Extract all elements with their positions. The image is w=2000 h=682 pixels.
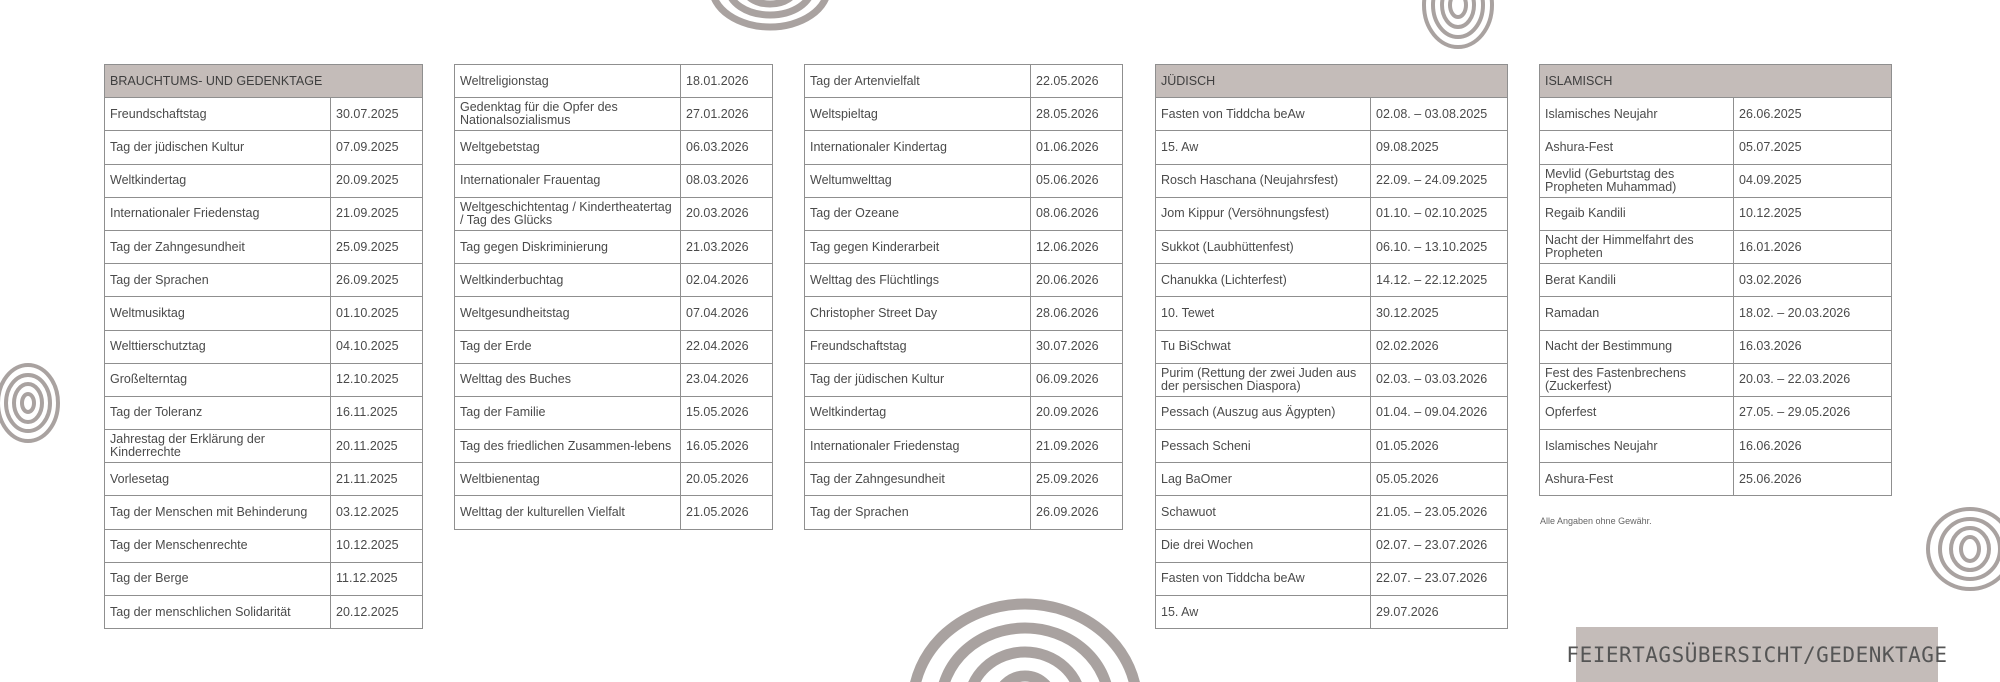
event-date-cell: 07.09.2025 bbox=[331, 131, 423, 164]
table-row bbox=[805, 297, 1123, 330]
event-name-cell: Islamisches Neujahr bbox=[1540, 430, 1734, 463]
event-date-cell: 11.12.2025 bbox=[331, 562, 423, 595]
table-header-row bbox=[1540, 65, 1892, 98]
event-date-cell: 26.09.2026 bbox=[1031, 496, 1123, 529]
event-date-cell: 03.02.2026 bbox=[1734, 264, 1892, 297]
table-row bbox=[455, 363, 773, 396]
table-row bbox=[105, 330, 423, 363]
event-date-cell: 10.12.2025 bbox=[331, 529, 423, 562]
table-row bbox=[105, 496, 423, 529]
event-name-cell: Tag der Sprachen bbox=[805, 496, 1031, 529]
event-name-cell: Weltkinderbuchtag bbox=[455, 264, 681, 297]
event-name-cell: Tag der Menschenrechte bbox=[105, 529, 331, 562]
event-name-cell: Freundschaftstag bbox=[805, 330, 1031, 363]
table-row bbox=[1156, 363, 1508, 396]
event-date-cell: 20.09.2025 bbox=[331, 164, 423, 197]
event-date-cell: 20.11.2025 bbox=[331, 430, 423, 463]
event-name-cell: Fest des Fastenbrechens (Zuckerfest) bbox=[1540, 363, 1734, 396]
table-row bbox=[1540, 463, 1892, 496]
table-row bbox=[1156, 330, 1508, 363]
event-name-cell: Welttag der kulturellen Vielfalt bbox=[455, 496, 681, 529]
event-name-cell: Chanukka (Lichterfest) bbox=[1156, 264, 1371, 297]
event-name-cell: Weltmusiktag bbox=[105, 297, 331, 330]
event-date-cell: 21.05. – 23.05.2026 bbox=[1371, 496, 1508, 529]
table-row bbox=[105, 197, 423, 230]
event-date-cell: 26.06.2025 bbox=[1734, 98, 1892, 131]
event-name-cell: Weltkindertag bbox=[805, 396, 1031, 429]
event-date-cell: 04.09.2025 bbox=[1734, 164, 1892, 197]
event-name-cell: Weltgebetstag bbox=[455, 131, 681, 164]
table-row bbox=[1156, 230, 1508, 263]
event-name-cell: Nacht der Bestimmung bbox=[1540, 330, 1734, 363]
table-header-row bbox=[1156, 65, 1508, 98]
event-date-cell: 01.06.2026 bbox=[1031, 131, 1123, 164]
event-date-cell: 01.05.2026 bbox=[1371, 430, 1508, 463]
spiral-left bbox=[0, 360, 64, 446]
event-name-cell: Welttierschutztag bbox=[105, 330, 331, 363]
table-row bbox=[1156, 430, 1508, 463]
event-date-cell: 15.05.2026 bbox=[681, 396, 773, 429]
table-row bbox=[1156, 529, 1508, 562]
event-name-cell: Regaib Kandili bbox=[1540, 197, 1734, 230]
event-date-cell: 14.12. – 22.12.2025 bbox=[1371, 264, 1508, 297]
islamisch-table bbox=[1539, 64, 1892, 496]
event-date-cell: 20.05.2026 bbox=[681, 463, 773, 496]
table-row bbox=[105, 131, 423, 164]
event-name-cell: Weltgeschichtentag / Kindertheatertag / Tag des Glücks bbox=[455, 197, 681, 230]
event-name-cell: Tag der Erde bbox=[455, 330, 681, 363]
event-name-cell: Christopher Street Day bbox=[805, 297, 1031, 330]
table-row bbox=[1156, 562, 1508, 595]
event-name-cell: Tag der Berge bbox=[105, 562, 331, 595]
table-row bbox=[1540, 297, 1892, 330]
event-date-cell: 01.10. – 02.10.2025 bbox=[1371, 197, 1508, 230]
event-name-cell: Tag der Menschen mit Behinderung bbox=[105, 496, 331, 529]
table-row bbox=[455, 463, 773, 496]
event-date-cell: 22.09. – 24.09.2025 bbox=[1371, 164, 1508, 197]
event-name-cell: Tag der Familie bbox=[455, 396, 681, 429]
event-name-cell: Lag BaOmer bbox=[1156, 463, 1371, 496]
event-name-cell: Opferfest bbox=[1540, 396, 1734, 429]
event-name-cell: Internationaler Frauentag bbox=[455, 164, 681, 197]
table-row bbox=[455, 330, 773, 363]
event-name-cell: Welttag des Buches bbox=[455, 363, 681, 396]
table-row bbox=[1156, 463, 1508, 496]
table-row bbox=[455, 131, 773, 164]
table-row bbox=[1156, 396, 1508, 429]
event-name-cell: Ashura-Fest bbox=[1540, 131, 1734, 164]
event-date-cell: 30.12.2025 bbox=[1371, 297, 1508, 330]
event-date-cell: 25.09.2026 bbox=[1031, 463, 1123, 496]
event-name-cell: Weltgesundheitstag bbox=[455, 297, 681, 330]
event-date-cell: 21.03.2026 bbox=[681, 230, 773, 263]
event-date-cell: 02.04.2026 bbox=[681, 264, 773, 297]
event-name-cell: Gedenktag für die Opfer des Nationalsozialismus bbox=[455, 98, 681, 131]
event-name-cell: Jahrestag der Erklärung der Kinderrechte bbox=[105, 430, 331, 463]
event-date-cell: 30.07.2026 bbox=[1031, 330, 1123, 363]
table-row bbox=[105, 529, 423, 562]
event-name-cell: Tag der menschlichen Solidarität bbox=[105, 596, 331, 629]
event-name-cell: Weltspieltag bbox=[805, 98, 1031, 131]
event-name-cell: Welttag des Flüchtlings bbox=[805, 264, 1031, 297]
table-row bbox=[105, 264, 423, 297]
event-name-cell: Jom Kippur (Versöhnungsfest) bbox=[1156, 197, 1371, 230]
table-row bbox=[805, 330, 1123, 363]
event-name-cell: Nacht der Himmelfahrt des Propheten bbox=[1540, 230, 1734, 263]
welttage-table-2 bbox=[804, 64, 1123, 530]
table-row bbox=[1540, 363, 1892, 396]
table-row bbox=[455, 164, 773, 197]
table-row bbox=[1540, 330, 1892, 363]
table-row bbox=[1156, 98, 1508, 131]
event-name-cell: Sukkot (Laubhüttenfest) bbox=[1156, 230, 1371, 263]
event-date-cell: 07.04.2026 bbox=[681, 297, 773, 330]
event-date-cell: 02.02.2026 bbox=[1371, 330, 1508, 363]
table-row bbox=[805, 98, 1123, 131]
event-date-cell: 03.12.2025 bbox=[331, 496, 423, 529]
table-row bbox=[1156, 496, 1508, 529]
event-name-cell: Vorlesetag bbox=[105, 463, 331, 496]
event-date-cell: 16.03.2026 bbox=[1734, 330, 1892, 363]
event-date-cell: 06.10. – 13.10.2025 bbox=[1371, 230, 1508, 263]
table-row bbox=[1540, 396, 1892, 429]
event-date-cell: 10.12.2025 bbox=[1734, 197, 1892, 230]
table-row bbox=[805, 264, 1123, 297]
table-header-row bbox=[105, 65, 423, 98]
table-row bbox=[1156, 197, 1508, 230]
table-row bbox=[805, 230, 1123, 263]
event-name-cell: Tag der Artenvielfalt bbox=[805, 65, 1031, 98]
table-row bbox=[805, 131, 1123, 164]
event-date-cell: 09.08.2025 bbox=[1371, 131, 1508, 164]
table-row bbox=[805, 363, 1123, 396]
event-name-cell: Tag gegen Diskriminierung bbox=[455, 230, 681, 263]
event-date-cell: 22.04.2026 bbox=[681, 330, 773, 363]
event-date-cell: 23.04.2026 bbox=[681, 363, 773, 396]
event-name-cell: 10. Tewet bbox=[1156, 297, 1371, 330]
event-name-cell: Tag der jüdischen Kultur bbox=[105, 131, 331, 164]
event-date-cell: 20.03. – 22.03.2026 bbox=[1734, 363, 1892, 396]
table-row bbox=[805, 463, 1123, 496]
table-row bbox=[805, 496, 1123, 529]
event-date-cell: 18.02. – 20.03.2026 bbox=[1734, 297, 1892, 330]
event-date-cell: 21.09.2025 bbox=[331, 197, 423, 230]
event-name-cell: Mevlid (Geburtstag des Propheten Muhammad) bbox=[1540, 164, 1734, 197]
event-date-cell: 12.06.2026 bbox=[1031, 230, 1123, 263]
event-date-cell: 18.01.2026 bbox=[681, 65, 773, 98]
event-date-cell: 22.07. – 23.07.2026 bbox=[1371, 562, 1508, 595]
event-date-cell: 30.07.2025 bbox=[331, 98, 423, 131]
event-date-cell: 05.06.2026 bbox=[1031, 164, 1123, 197]
table-row bbox=[455, 264, 773, 297]
table-header: BRAUCHTUMS- UND GEDENKTAGE bbox=[105, 65, 423, 98]
table-row bbox=[105, 396, 423, 429]
event-date-cell: 27.05. – 29.05.2026 bbox=[1734, 396, 1892, 429]
table-row bbox=[1540, 430, 1892, 463]
event-name-cell: Weltbienentag bbox=[455, 463, 681, 496]
table-row bbox=[1156, 131, 1508, 164]
event-date-cell: 25.06.2026 bbox=[1734, 463, 1892, 496]
event-name-cell: Weltkindertag bbox=[105, 164, 331, 197]
event-date-cell: 05.05.2026 bbox=[1371, 463, 1508, 496]
table-row bbox=[805, 396, 1123, 429]
event-date-cell: 20.06.2026 bbox=[1031, 264, 1123, 297]
event-name-cell: Purim (Rettung der zwei Juden aus der persischen Diaspora) bbox=[1156, 363, 1371, 396]
event-name-cell: Tag der Ozeane bbox=[805, 197, 1031, 230]
table-row bbox=[805, 197, 1123, 230]
event-name-cell: Tag gegen Kinderarbeit bbox=[805, 230, 1031, 263]
table-row bbox=[105, 164, 423, 197]
event-name-cell: Fasten von Tiddcha beAw bbox=[1156, 562, 1371, 595]
spiral-top-right bbox=[1418, 0, 1498, 50]
table-row bbox=[455, 430, 773, 463]
event-date-cell: 04.10.2025 bbox=[331, 330, 423, 363]
event-date-cell: 20.03.2026 bbox=[681, 197, 773, 230]
event-name-cell: Tag des friedlichen Zusammen-lebens bbox=[455, 430, 681, 463]
table-row bbox=[105, 363, 423, 396]
event-name-cell: Tag der jüdischen Kultur bbox=[805, 363, 1031, 396]
event-name-cell: Tag der Sprachen bbox=[105, 264, 331, 297]
table-row bbox=[1540, 197, 1892, 230]
event-name-cell: Internationaler Friedenstag bbox=[105, 197, 331, 230]
event-name-cell: Berat Kandili bbox=[1540, 264, 1734, 297]
table-row bbox=[105, 430, 423, 463]
table-row bbox=[105, 562, 423, 595]
table-row bbox=[1156, 297, 1508, 330]
event-name-cell: Großelterntag bbox=[105, 363, 331, 396]
event-date-cell: 01.04. – 09.04.2026 bbox=[1371, 396, 1508, 429]
event-date-cell: 25.09.2025 bbox=[331, 230, 423, 263]
welttage-table-1 bbox=[454, 64, 773, 530]
spiral-bottom-center bbox=[905, 594, 1145, 682]
event-name-cell: Tag der Zahngesundheit bbox=[105, 230, 331, 263]
event-date-cell: 02.03. – 03.03.2026 bbox=[1371, 363, 1508, 396]
table-row bbox=[105, 230, 423, 263]
table-row bbox=[1156, 164, 1508, 197]
table-header: JÜDISCH bbox=[1156, 65, 1508, 98]
disclaimer: Alle Angaben ohne Gewähr. bbox=[1540, 516, 1652, 526]
event-name-cell: Tag der Toleranz bbox=[105, 396, 331, 429]
table-row bbox=[105, 463, 423, 496]
table-row bbox=[455, 65, 773, 98]
event-name-cell: Pessach Scheni bbox=[1156, 430, 1371, 463]
table-row bbox=[1540, 131, 1892, 164]
event-date-cell: 28.06.2026 bbox=[1031, 297, 1123, 330]
event-name-cell: Rosch Haschana (Neujahrsfest) bbox=[1156, 164, 1371, 197]
event-name-cell: Pessach (Auszug aus Ägypten) bbox=[1156, 396, 1371, 429]
event-date-cell: 28.05.2026 bbox=[1031, 98, 1123, 131]
event-date-cell: 16.01.2026 bbox=[1734, 230, 1892, 263]
event-name-cell: Weltreligionstag bbox=[455, 65, 681, 98]
event-date-cell: 06.03.2026 bbox=[681, 131, 773, 164]
event-date-cell: 06.09.2026 bbox=[1031, 363, 1123, 396]
page-title: FEIERTAGSÜBERSICHT/GEDENKTAGE bbox=[1576, 627, 1938, 682]
event-name-cell: Internationaler Kindertag bbox=[805, 131, 1031, 164]
event-name-cell: Islamisches Neujahr bbox=[1540, 98, 1734, 131]
table-row bbox=[105, 297, 423, 330]
event-date-cell: 21.05.2026 bbox=[681, 496, 773, 529]
event-date-cell: 29.07.2026 bbox=[1371, 596, 1508, 629]
event-date-cell: 01.10.2025 bbox=[331, 297, 423, 330]
table-row bbox=[805, 65, 1123, 98]
event-date-cell: 16.06.2026 bbox=[1734, 430, 1892, 463]
event-name-cell: Ashura-Fest bbox=[1540, 463, 1734, 496]
table-row bbox=[105, 98, 423, 131]
table-row bbox=[1156, 264, 1508, 297]
event-date-cell: 08.06.2026 bbox=[1031, 197, 1123, 230]
event-name-cell: 15. Aw bbox=[1156, 596, 1371, 629]
event-name-cell: Internationaler Friedenstag bbox=[805, 430, 1031, 463]
table-row bbox=[805, 164, 1123, 197]
table-row bbox=[105, 596, 423, 629]
event-name-cell: Tag der Zahngesundheit bbox=[805, 463, 1031, 496]
table-row bbox=[1540, 164, 1892, 197]
spiral-top-center bbox=[700, 0, 840, 34]
event-date-cell: 20.09.2026 bbox=[1031, 396, 1123, 429]
juedisch-table bbox=[1155, 64, 1508, 629]
event-name-cell: Weltumwelttag bbox=[805, 164, 1031, 197]
event-name-cell: Fasten von Tiddcha beAw bbox=[1156, 98, 1371, 131]
table-row bbox=[455, 230, 773, 263]
table-row bbox=[805, 430, 1123, 463]
event-date-cell: 02.07. – 23.07.2026 bbox=[1371, 529, 1508, 562]
table-row bbox=[455, 297, 773, 330]
spiral-right bbox=[1920, 504, 2000, 594]
event-date-cell: 21.09.2026 bbox=[1031, 430, 1123, 463]
event-name-cell: 15. Aw bbox=[1156, 131, 1371, 164]
table-header: ISLAMISCH bbox=[1540, 65, 1892, 98]
event-name-cell: Ramadan bbox=[1540, 297, 1734, 330]
table-row bbox=[1540, 230, 1892, 263]
event-name-cell: Die drei Wochen bbox=[1156, 529, 1371, 562]
event-name-cell: Freundschaftstag bbox=[105, 98, 331, 131]
event-date-cell: 16.11.2025 bbox=[331, 396, 423, 429]
event-date-cell: 21.11.2025 bbox=[331, 463, 423, 496]
table-row bbox=[455, 98, 773, 131]
event-date-cell: 26.09.2025 bbox=[331, 264, 423, 297]
table-row bbox=[455, 197, 773, 230]
event-date-cell: 16.05.2026 bbox=[681, 430, 773, 463]
event-name-cell: Tu BiSchwat bbox=[1156, 330, 1371, 363]
event-date-cell: 27.01.2026 bbox=[681, 98, 773, 131]
table-row bbox=[455, 396, 773, 429]
table-row bbox=[1156, 596, 1508, 629]
table-row bbox=[455, 496, 773, 529]
event-date-cell: 22.05.2026 bbox=[1031, 65, 1123, 98]
event-date-cell: 08.03.2026 bbox=[681, 164, 773, 197]
event-date-cell: 20.12.2025 bbox=[331, 596, 423, 629]
event-date-cell: 02.08. – 03.08.2025 bbox=[1371, 98, 1508, 131]
event-date-cell: 12.10.2025 bbox=[331, 363, 423, 396]
brauchtum-table bbox=[104, 64, 423, 629]
event-date-cell: 05.07.2025 bbox=[1734, 131, 1892, 164]
table-row bbox=[1540, 264, 1892, 297]
table-row bbox=[1540, 98, 1892, 131]
event-name-cell: Schawuot bbox=[1156, 496, 1371, 529]
